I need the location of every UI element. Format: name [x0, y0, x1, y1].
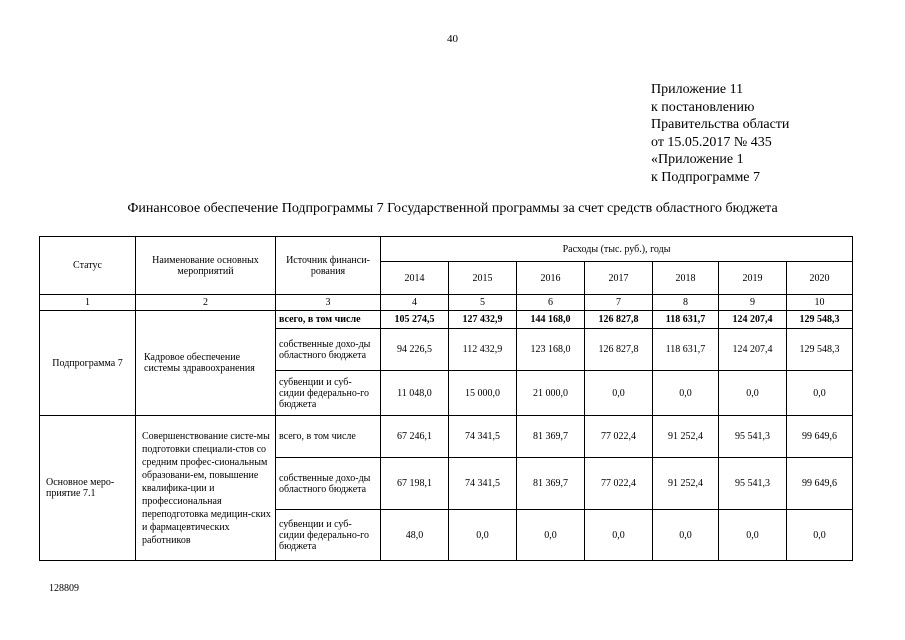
value-cell: 48,0 [381, 510, 449, 561]
header-name: Наименование основных мероприятий [136, 237, 276, 295]
measure-name-cell: Совершенствование систе-мы подготовки специали-стов со средним профес-сиональным образовани-ем, повышение квалифика-ции и профессиональная переподготовка медицин-ских и фармацевтических работников [136, 416, 276, 561]
column-number: 8 [653, 295, 719, 311]
value-cell: 91 252,4 [653, 458, 719, 510]
value-cell: 0,0 [719, 371, 787, 416]
column-number: 4 [381, 295, 449, 311]
value-cell: 91 252,4 [653, 416, 719, 458]
value-cell: 81 369,7 [517, 416, 585, 458]
appendix-line: Правительства области [651, 117, 790, 132]
measure-name-cell: Кадровое обеспечение системы здравоохранения [136, 311, 276, 416]
column-number: 6 [517, 295, 585, 311]
value-cell: 118 631,7 [653, 329, 719, 371]
value-cell: 95 541,3 [719, 416, 787, 458]
value-cell: 0,0 [653, 510, 719, 561]
value-cell: 15 000,0 [449, 371, 517, 416]
header-source: Источник финанси-рования [276, 237, 381, 295]
value-cell: 77 022,4 [585, 458, 653, 510]
value-cell: 99 649,6 [787, 458, 853, 510]
value-cell: 0,0 [787, 371, 853, 416]
value-cell: 95 541,3 [719, 458, 787, 510]
header-year: 2016 [517, 262, 585, 295]
appendix-line: Приложение 11 [651, 82, 744, 97]
value-cell: 126 827,8 [585, 329, 653, 371]
value-cell: 112 432,9 [449, 329, 517, 371]
value-cell: 127 432,9 [449, 311, 517, 329]
column-number: 3 [276, 295, 381, 311]
column-number: 5 [449, 295, 517, 311]
table-row [40, 416, 853, 458]
column-number: 2 [136, 295, 276, 311]
document-title: Финансовое обеспечение Подпрограммы 7 Государственной программы за счет средств областного бюджета [127, 201, 778, 216]
value-cell: 0,0 [449, 510, 517, 561]
header-year: 2018 [653, 262, 719, 295]
appendix-block [651, 81, 789, 186]
value-cell: 129 548,3 [787, 329, 853, 371]
value-cell: 11 048,0 [381, 371, 449, 416]
value-cell: 0,0 [585, 371, 653, 416]
column-number: 10 [787, 295, 853, 311]
value-cell: 74 341,5 [449, 416, 517, 458]
value-cell: 0,0 [653, 371, 719, 416]
status-cell: Основное меро-приятие 7.1 [40, 416, 136, 561]
header-year: 2015 [449, 262, 517, 295]
value-cell: 144 168,0 [517, 311, 585, 329]
appendix-line: к постановлению [651, 99, 755, 115]
value-cell: 94 226,5 [381, 329, 449, 371]
value-cell: 118 631,7 [653, 311, 719, 329]
value-cell: 124 207,4 [719, 329, 787, 371]
source-cell: собственные дохо-ды областного бюджета [276, 329, 381, 371]
value-cell: 99 649,6 [787, 416, 853, 458]
value-cell: 105 274,5 [381, 311, 449, 329]
value-cell: 81 369,7 [517, 458, 585, 510]
source-cell: субвенции и суб-сидии федерально-го бюджета [276, 371, 381, 416]
source-cell: собственные дохо-ды областного бюджета [276, 458, 381, 510]
value-cell: 21 000,0 [517, 371, 585, 416]
value-cell: 0,0 [517, 510, 585, 561]
source-cell: субвенции и суб-сидии федерально-го бюджета [276, 510, 381, 561]
header-year: 2017 [585, 262, 653, 295]
value-cell: 74 341,5 [449, 458, 517, 510]
column-number: 1 [40, 295, 136, 311]
value-cell: 124 207,4 [719, 311, 787, 329]
header-status: Статус [40, 237, 136, 295]
header-year: 2019 [719, 262, 787, 295]
value-cell: 0,0 [719, 510, 787, 561]
appendix-line: «Приложение 1 [651, 152, 744, 167]
value-cell: 67 246,1 [381, 416, 449, 458]
table-row [40, 311, 853, 329]
document-code: 128809 [49, 583, 79, 594]
page-number: 40 [447, 33, 458, 45]
source-cell: всего, в том числе [276, 311, 381, 329]
source-cell: всего, в том числе [276, 416, 381, 458]
column-number: 7 [585, 295, 653, 311]
financing-table [39, 236, 853, 561]
value-cell: 77 022,4 [585, 416, 653, 458]
appendix-line: от 15.05.2017 № 435 [651, 134, 772, 150]
column-number: 9 [719, 295, 787, 311]
value-cell: 123 168,0 [517, 329, 585, 371]
status-cell: Подпрограмма 7 [40, 311, 136, 416]
value-cell: 0,0 [787, 510, 853, 561]
value-cell: 129 548,3 [787, 311, 853, 329]
value-cell: 67 198,1 [381, 458, 449, 510]
header-year: 2014 [381, 262, 449, 295]
value-cell: 0,0 [585, 510, 653, 561]
header-expenses: Расходы (тыс. руб.), годы [381, 237, 853, 262]
value-cell: 126 827,8 [585, 311, 653, 329]
header-year: 2020 [787, 262, 853, 295]
appendix-line: к Подпрограмме 7 [651, 169, 761, 185]
column-number-row [40, 295, 853, 311]
